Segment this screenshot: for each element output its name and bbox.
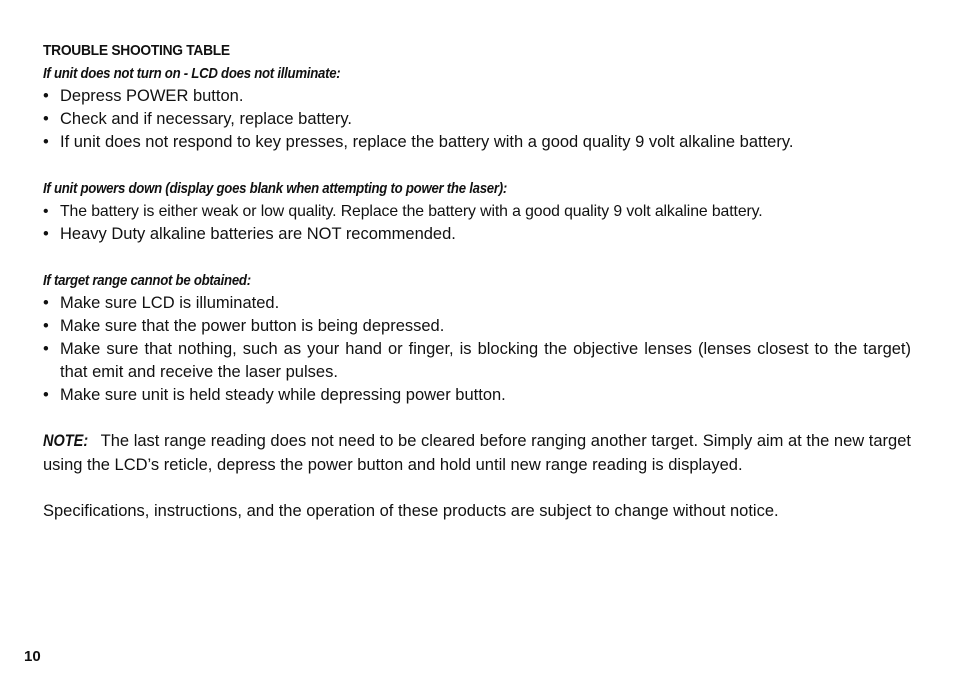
spacer (43, 154, 911, 177)
list-item-text: The battery is either weak or low quality. Replace the battery with a good quality 9 volt alkaline battery. (60, 203, 763, 220)
list-item (43, 108, 911, 131)
list-item-text: Make sure that nothing, such as your hand or finger, is blocking the objective lenses (lenses closest to the target) that emit and receive the laser pulses. (60, 340, 911, 381)
bullet-icon: • (43, 203, 49, 220)
spacer (43, 407, 911, 430)
list-item-text: Make sure LCD is illuminated. (60, 294, 280, 312)
list-item (43, 384, 911, 407)
document-title: TROUBLE SHOOTING TABLE (43, 42, 230, 59)
list-item (43, 223, 911, 246)
list-item (43, 338, 911, 384)
page-number: 10 (24, 648, 41, 665)
bullet-icon: • (43, 110, 49, 128)
note-paragraph (43, 430, 911, 477)
list-item-text: If unit does not respond to key presses, replace the battery with a good quality 9 volt alkaline battery. (60, 133, 794, 151)
section-heading-powers-down: If unit powers down (display goes blank when attempting to power the laser): (43, 180, 507, 197)
list-item-text: Heavy Duty alkaline batteries are NOT recommended. (60, 225, 456, 243)
bullet-icon: • (43, 340, 49, 358)
bullet-icon: • (43, 133, 49, 151)
list-item (43, 200, 911, 223)
disclaimer-text: Specifications, instructions, and the operation of these products are subject to change without notice. (43, 502, 779, 520)
page-content (43, 40, 911, 523)
list-item (43, 315, 911, 338)
list-item (43, 131, 911, 154)
list-item-text: Make sure unit is held steady while depressing power button. (60, 386, 506, 404)
note-label: NOTE: (43, 432, 89, 450)
bullet-icon: • (43, 294, 49, 312)
list-item-text: Depress POWER button. (60, 87, 244, 105)
section-list-no-range (43, 292, 911, 407)
spacer (43, 477, 911, 500)
note-text: The last range reading does not need to be cleared before ranging another target. Simply aim at the new target using the LCD’s reticle, depress the power button and hold until new range reading is displayed. (43, 432, 911, 474)
bullet-icon: • (43, 87, 49, 105)
section-list-powers-down (43, 200, 911, 246)
list-item (43, 85, 911, 108)
list-item-text: Make sure that the power button is being depressed. (60, 317, 445, 335)
list-item (43, 292, 911, 315)
section-heading-no-power: If unit does not turn on - LCD does not illuminate: (43, 65, 341, 82)
section-list-no-power (43, 85, 911, 154)
bullet-icon: • (43, 225, 49, 243)
section-heading-no-range: If target range cannot be obtained: (43, 272, 251, 289)
list-item-text: Check and if necessary, replace battery. (60, 110, 352, 128)
spacer (43, 246, 911, 269)
bullet-icon: • (43, 386, 49, 404)
bullet-icon: • (43, 317, 49, 335)
